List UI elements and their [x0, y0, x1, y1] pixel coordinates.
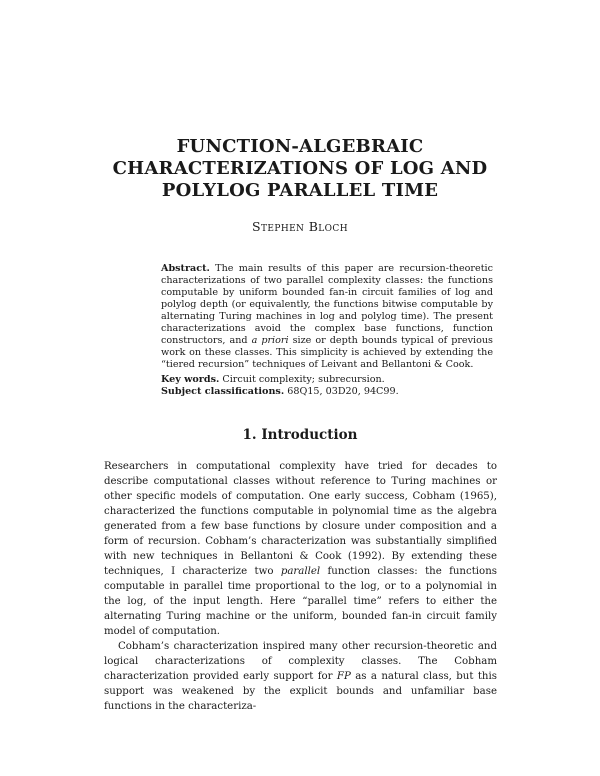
title-line-2: CHARACTERIZATIONS OF LOG AND	[112, 158, 488, 179]
abstract-text-1: The main results of this paper are recursion-theoretic characterizations of two parallel complexity classes: the functions computable by uniform bounded fan-in circuit families of log and polylog depth (or equivalently, the functions bitwise computable by alternating Turing machines in log and polylog time). The present characterizations avoid the complex base functions, function constructors, and	[161, 263, 493, 346]
subject-text: 68Q15, 03D20, 94C99.	[287, 386, 399, 397]
abstract-text-2: size or depth bounds typical of previous work on these classes. This simplicity is achieved by extending the “tiered recursion” techniques of Leivant and Bellantoni & Cook.	[161, 335, 493, 370]
body-text	[104, 459, 497, 714]
title-line-1: FUNCTION-ALGEBRAIC	[176, 136, 424, 157]
keywords-line	[161, 374, 493, 386]
author-name: Stephen Bloch	[252, 219, 348, 234]
keywords-label: Key words.	[161, 374, 220, 385]
abstract-label: Abstract.	[161, 263, 210, 274]
abstract-paragraph	[161, 263, 493, 371]
body-paragraph-1	[104, 459, 497, 639]
section-heading	[60, 427, 540, 443]
p1-emphasis: parallel	[280, 566, 321, 577]
p1-text-1: Researchers in computational complexity have tried for decades to describe computational classes without reference to Turing machines or other specific models of computation. One early success, Cobham (1965), characterized the functions computable in polynomial time as the algebra generated from a few base functions by closure under composition and a form of recursion. Cobham’s characterization was substantially simplified with new techniques in Bellantoni & Cook (1992). By extending these techniques, I characterize two	[104, 461, 497, 577]
paper-title	[60, 136, 540, 202]
p1-text-2: function classes: the functions computable in parallel time proportional to the log, or to a polynomial in the log, of the input length. Here “parallel time” refers to either the alternating Turing machine or the uniform, bounded fan-in circuit family model of computation.	[104, 566, 497, 637]
abstract-emphasis: a priori	[251, 335, 289, 346]
section-title: Introduction	[261, 427, 358, 443]
keywords-text: Circuit complexity; subrecursion.	[222, 374, 385, 385]
abstract-block	[161, 263, 493, 398]
body-paragraph-2	[104, 639, 497, 714]
subject-line	[161, 386, 493, 398]
p2-text-2: as a natural class, but this support was weakened by the explicit bounds and unfamiliar base functions in the characteriza-	[104, 671, 497, 712]
title-line-3: POLYLOG PARALLEL TIME	[161, 180, 439, 201]
p2-emphasis: FP	[336, 671, 351, 682]
subject-label: Subject classifications.	[161, 386, 285, 397]
section-number: 1.	[242, 427, 257, 443]
p2-text-1: Cobham’s characterization inspired many other recursion-theoretic and logical characterizations of complexity classes. The Cobham characterization provided early support for	[104, 641, 497, 682]
